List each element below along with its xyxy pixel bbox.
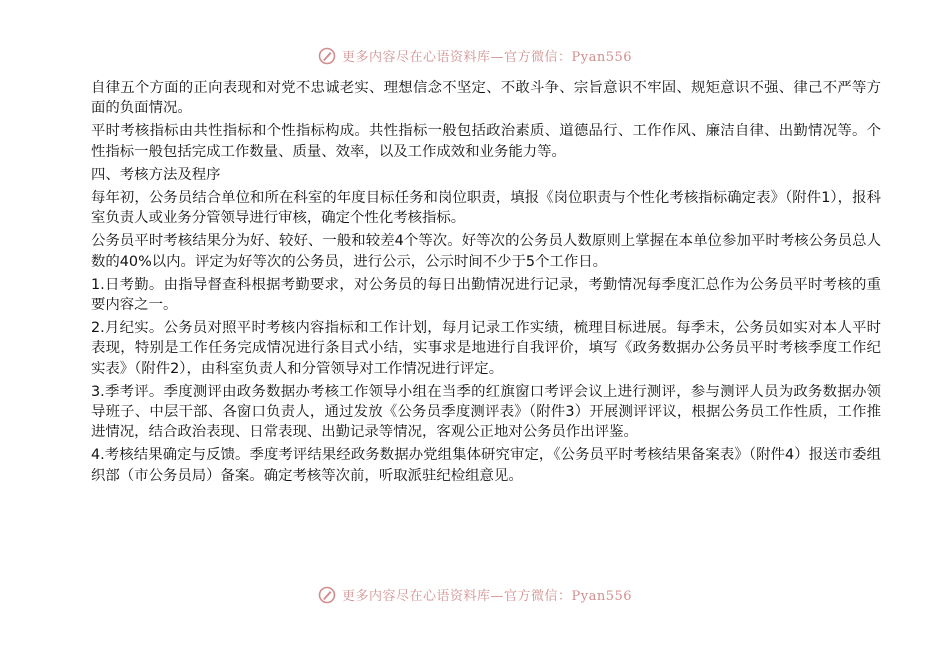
document-body xyxy=(91,78,881,489)
paragraph: 自律五个方面的正向表现和对党不忠诚老实、理想信念不坚定、不敢斗争、宗旨意识不牢固、规矩意识不强、律己不严等方面的负面情况。 xyxy=(91,80,881,117)
paragraph-item-1: 1.日考勤。由指导督查科根据考勤要求，对公务员的每日出勤情况进行记录，考勤情况每季度汇总作为公务员平时考核的重要内容之一。 xyxy=(91,276,881,314)
pen-in-circle-icon xyxy=(318,47,336,65)
footer-watermark xyxy=(0,585,950,604)
pen-in-circle-icon xyxy=(318,586,336,604)
section-heading: 四、考核方法及程序 xyxy=(91,166,221,183)
header-watermark xyxy=(0,46,950,65)
paragraph-item-3: 3.季考评。季度测评由政务数据办考核工作领导小组在当季的红旗窗口考评会议上进行测评，参与测评人员为政务数据办领导班子、中层干部、各窗口负责人，通过发放《公务员季度测评表》（附件3）开展测评评议，根据公务员工作性质，工作推进情况，结合政治表现、日常表现、出勤记录等情况，客观公正地对公务员作出评鉴。 xyxy=(91,383,881,441)
header-watermark-text: 更多内容尽在心语资料库—官方微信：Pyan556 xyxy=(341,50,633,65)
paragraph: 公务员平时考核结果分为好、较好、一般和较差4个等次。好等次的公务员人数原则上掌握在本单位参加平时考核公务员总人数的40%以内。评定为好等次的公务员，进行公示，公示时间不少于5个工作日。 xyxy=(91,233,881,270)
paragraph-item-2: 2.月纪实。公务员对照平时考核内容指标和工作计划，每月记录工作实绩，梳理目标进展。每季末，公务员如实对本人平时表现，特别是工作任务完成情况进行条目式小结，实事求是地进行自我评价，填写《政务数据办公务员平时考核季度工作纪实表》（附件2），由科室负责人和分管领导对工作情况进行评定。 xyxy=(91,320,881,377)
paragraph-item-4: 4.考核结果确定与反馈。季度考评结果经政务数据办党组集体研究审定，《公务员平时考核结果备案表》（附件4）报送市委组织部（市公务员局）备案。确定考核等次前，听取派驻纪检组意见。 xyxy=(91,447,881,484)
paragraph: 每年初，公务员结合单位和所在科室的年度目标任务和岗位职责，填报《岗位职责与个性化考核指标确定表》（附件1），报科室负责人或业务分管领导进行审核，确定个性化考核指标。 xyxy=(91,190,881,227)
paragraph: 平时考核指标由共性指标和个性指标构成。共性指标一般包括政治素质、道德品行、工作作风、廉洁自律、出勤情况等。个性指标一般包括完成工作数量、质量、效率，以及工作成效和业务能力等。 xyxy=(91,123,881,160)
footer-watermark-text: 更多内容尽在心语资料库—官方微信：Pyan556 xyxy=(341,589,633,604)
